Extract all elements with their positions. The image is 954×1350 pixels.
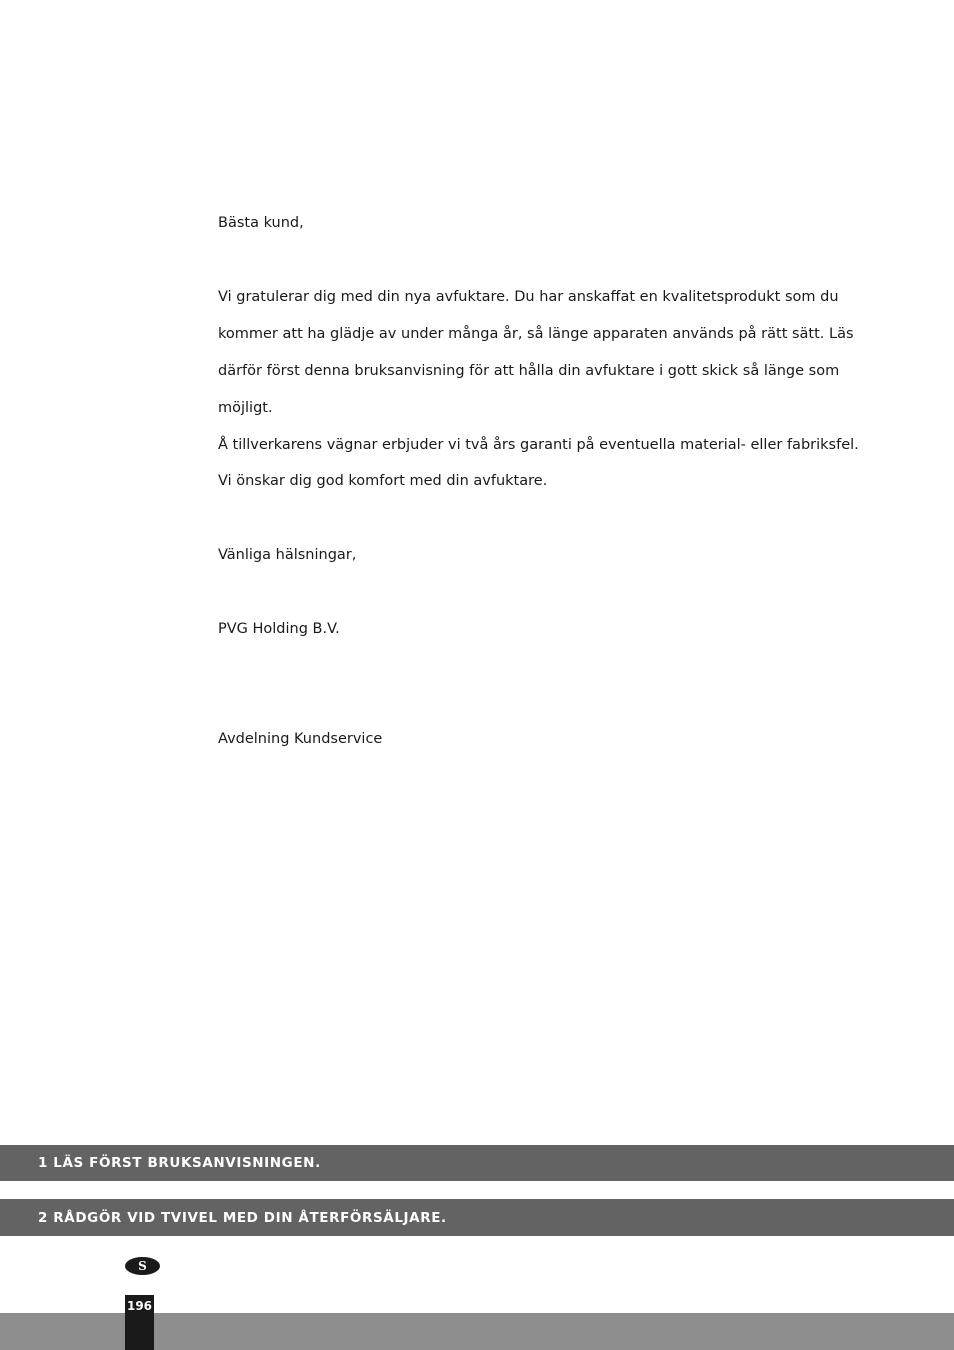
body-line: kommer att ha glädje av under många år, så länge apparaten används på rätt sätt. Läs [218,326,854,342]
instruction-text: 2 RÅDGÖR VID TVIVEL MED DIN ÅTERFÖRSÄLJARE. [38,1209,447,1226]
page-number-tab [125,1295,154,1350]
body-line: Å tillverkarens vägnar erbjuder vi två års garanti på eventuella material- eller fabriksfel. [218,437,859,453]
instruction-bar-consult-dealer [0,1199,954,1236]
language-badge [125,1257,160,1275]
page-number: 196 [126,1299,153,1313]
body-line: Vi gratulerar dig med din nya avfuktare. Du har anskaffat en kvalitetsprodukt som du [218,289,839,305]
instruction-bar-read-manual [0,1145,954,1181]
body-line: Vi önskar dig god komfort med din avfuktare. [218,473,548,489]
salutation: Bästa kund, [218,215,304,231]
closing: Vänliga hälsningar, [218,547,357,563]
instruction-text: 1 LÄS FÖRST BRUKSANVISNINGEN. [38,1155,321,1171]
company-name: PVG Holding B.V. [218,621,340,637]
language-code: S [138,1259,147,1273]
body-line: möjligt. [218,400,273,416]
body-line: därför först denna bruksanvisning för att hålla din avfuktare i gott skick så länge som [218,363,840,379]
department-name: Avdelning Kundservice [218,731,383,747]
